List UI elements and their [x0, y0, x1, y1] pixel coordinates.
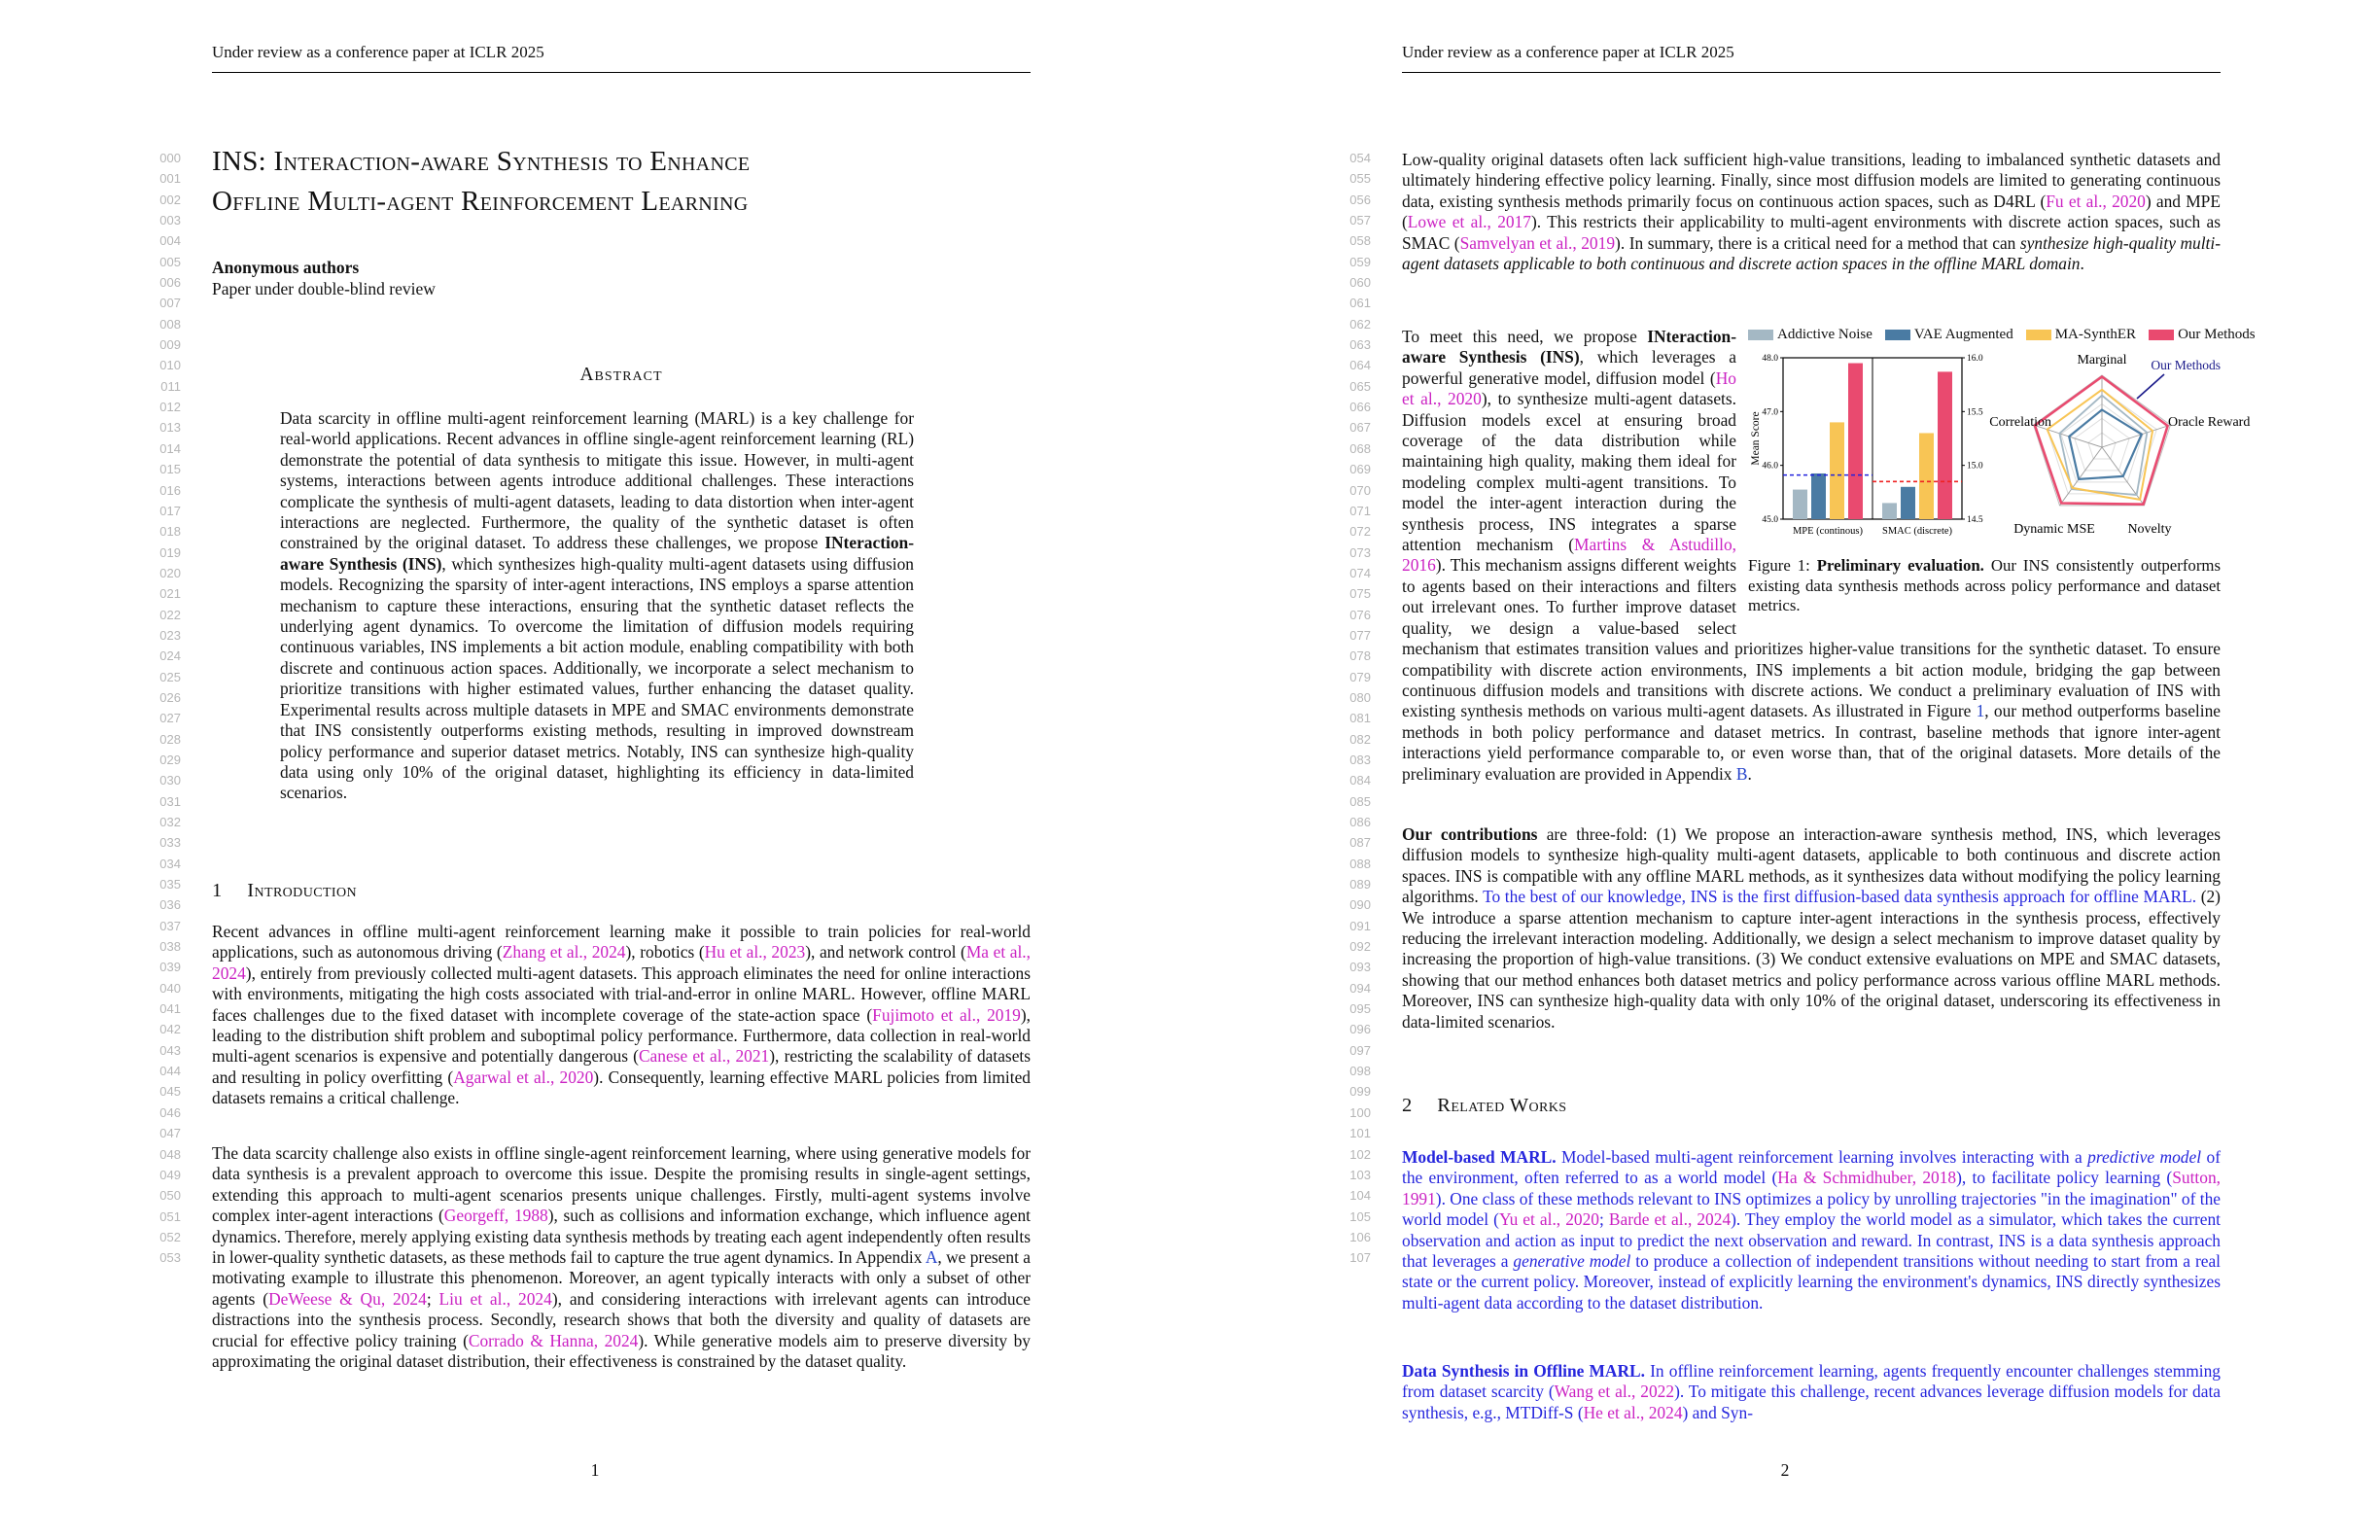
line-number: 081 [1349, 711, 1371, 726]
abstract-heading: Abstract [579, 365, 663, 385]
legend-item [2149, 327, 2256, 343]
svg-text:48.0: 48.0 [1762, 354, 1778, 364]
line-number: 100 [1349, 1104, 1371, 1120]
line-number: 015 [159, 462, 181, 477]
line-number: 016 [159, 482, 181, 498]
svg-text:Correlation: Correlation [1989, 415, 2051, 430]
line-number: 012 [159, 400, 181, 415]
line-number: 022 [159, 607, 181, 622]
text-span: (2) We introduce a sparse attention mechanism to capture inter-agent interactions in the synthesis process, effectively reducing the irrelevant interaction modeling. Additionally, we design a select mechanism to improve dataset quality by increasing the proportion of high-value transitions. (3) We conduct extensive evaluations on MPE and SMAC datasets, showing that our method enhances both dataset metrics and policy performance across various offline MARL methods. Moreover, INS can synthesize high-quality data with only 10% of the original dataset, underscoring its effectiveness in data-limited scenarios. [1402, 887, 2221, 1032]
paper-title-line1: INS: Interaction-aware Synthesis to Enhance [212, 146, 751, 177]
citation-link[interactable]: He et al., 2024 [1583, 1402, 1683, 1422]
line-number: 009 [159, 337, 181, 353]
line-number: 082 [1349, 731, 1371, 747]
text-span: , which synthesizes high-quality multi-agent datasets using diffusion models. Recognizing the sparsity of inter-agent interactions, INS employs a sparse attention mechanism to capture these interactions, ensuring that the synthetic dataset reflects the underlying agent dynamics. To overcome the limitation of diffusion models requiring continuous variables, INS implements a bit action module, enabling compatibility with both discrete and continuous action spaces. Additionally, we incorporate a select mechanism to prioritize transitions with higher estimated values, further enhancing the dataset quality. Experimental results across multiple datasets in MPE and SMAC environments demonstrate that INS consistently outperforms existing methods, resulting in improved downstream policy performance and superior dataset metrics. Notably, INS can synthesize high-quality data using only 10% of the original dataset, highlighting its efficiency in data-limited scenarios. [280, 553, 914, 803]
text-span: ), to synthesize multi-agent datasets. Diffusion models excel at ensuring broad coverage of the data distribution while maintaining high quality, making them ideal for modeling complex multi-agent transitions. To model the inter-agent interaction during the synthesis process, INS integrates a sparse attention mechanism ( [1402, 389, 1736, 555]
svg-text:MPE (continous): MPE (continous) [1792, 526, 1864, 537]
citation-link[interactable]: Corrado & Hanna, 2024 [468, 1330, 639, 1350]
text-span: ) and MPE ( [1402, 191, 2221, 232]
line-number: 037 [159, 918, 181, 933]
svg-text:Mean Score: Mean Score [1750, 411, 1762, 466]
line-number: 107 [1349, 1250, 1371, 1266]
line-number: 086 [1349, 815, 1371, 829]
line-number: 043 [159, 1042, 181, 1058]
line-number: 048 [159, 1146, 181, 1162]
legend-label: Addictive Noise [1777, 327, 1872, 342]
svg-text:Our Methods: Our Methods [2151, 358, 2221, 372]
citation-link[interactable]: Fujimoto et al., 2019 [872, 1004, 1021, 1025]
text-span: ), entirely from previously collected multi-agent datasets. This approach eliminates the need for online interactions with environments, mitigating the high costs associated with trial-and-error in online MARL. However, offline MARL faces challenges due to the fixed dataset with incomplete coverage of the state-action space ( [212, 962, 1031, 1025]
line-number: 058 [1349, 233, 1371, 249]
line-number: 075 [1349, 586, 1371, 602]
text-span: , our method outperforms baseline methods in both policy performance and dataset metrics. In contrast, baseline methods that ignore inter-agent interactions yield performance comparable to, or even worse than, that of the original datasets. More details of the preliminary evaluation are provided in Appendix [1402, 701, 2221, 784]
line-number: 018 [159, 524, 181, 540]
legend-item [1748, 327, 1872, 343]
svg-text:Marginal: Marginal [2077, 353, 2127, 368]
radar-chart [1989, 348, 2251, 542]
line-number: 064 [1349, 358, 1371, 373]
line-number: 077 [1349, 627, 1371, 643]
line-number: 060 [1349, 275, 1371, 291]
line-number: 054 [1349, 151, 1371, 165]
abstract-body [280, 408, 914, 804]
line-numbers [138, 148, 181, 1269]
line-number: 040 [159, 980, 181, 996]
citation-link[interactable]: Samvelyan et al., 2019 [1459, 232, 1616, 253]
line-number: 102 [1349, 1146, 1371, 1162]
paper-title [212, 142, 1031, 222]
line-number: 063 [1349, 337, 1371, 353]
line-number: 065 [1349, 378, 1371, 394]
line-number: 050 [159, 1188, 181, 1204]
line-number: 004 [159, 233, 181, 249]
text-span: ). To mitigate this challenge, recent advances leverage diffusion models for data synthesis, e.g., MTDiff-S ( [1402, 1382, 2221, 1422]
text-span: Our contributions [1402, 824, 1538, 844]
contributions-paragraph [1402, 824, 2221, 1032]
text-span: Recent advances in offline multi-agent reinforcement learning make it possible to train policies for real-world applications, such as autonomous driving ( [212, 922, 1031, 962]
citation-link[interactable]: Zhang et al., 2024 [502, 942, 626, 962]
line-number: 099 [1349, 1084, 1371, 1100]
line-number: 098 [1349, 1064, 1371, 1079]
text-span: The data scarcity challenge also exists in offline single-agent reinforcement learning, where using generative models for data synthesis is a prevalent approach to overcome this issue. Despite the promising results in single-agent settings, extending this approach to multi-agent scenarios presents unique challenges. Firstly, multi-agent systems involve complex inter-agent interactions ( [212, 1143, 1031, 1226]
svg-text:16.0: 16.0 [1967, 354, 1983, 364]
text-span: . [2080, 254, 2084, 274]
line-number: 028 [159, 731, 181, 747]
line-number: 057 [1349, 213, 1371, 228]
text-span: to produce a collection of independent transitions without needing to start from a real state or the current policy. Moreover, instead of explicitly learning the environment's dynamics, INS directly synthesizes multi-agent data according to the dataset distribution. [1402, 1251, 2221, 1312]
line-number: 070 [1349, 482, 1371, 498]
line-number: 104 [1349, 1188, 1371, 1204]
text-span: Data Synthesis in Offline MARL. [1402, 1361, 1645, 1381]
text-span: . [1747, 763, 1752, 784]
line-number: 030 [159, 773, 181, 788]
line-number: 062 [1349, 316, 1371, 332]
line-number: 014 [159, 440, 181, 456]
line-number: 046 [159, 1104, 181, 1120]
header-rule [212, 72, 1031, 73]
line-number: 027 [159, 711, 181, 726]
line-number: 026 [159, 689, 181, 705]
citation-link[interactable]: Barde et al., 2024 [1608, 1209, 1732, 1230]
line-numbers [1328, 148, 1371, 1269]
line-number: 106 [1349, 1229, 1371, 1244]
line-number: 055 [1349, 171, 1371, 187]
text-span: ), leading to the distribution shift problem and suboptimal policy performance. Furthermore, data collection in real-world multi-agent scenarios is expensive and potentially dangerous ( [212, 1004, 1031, 1067]
text-span: ), such as collisions and information exchange, which influence agent dynamics. Therefore, merely applying existing data synthesis methods by treating each agent independently often results in lower-quality synthetic datasets, as these methods fail to capture the true agent dynamics. In Appendix [212, 1206, 1032, 1268]
intro-paragraph-1 [212, 922, 1031, 1109]
line-number: 096 [1349, 1022, 1371, 1037]
text-span: are three-fold: (1) We propose an interaction-aware synthesis method, INS, which leverages diffusion models to synthesize high-quality multi-agent datasets, applicable to both continuous and discrete action spaces. INS is compatible with any offline MARL methods, as it synthesizes data without modifying the policy learning algorithms. [1402, 824, 2222, 907]
line-number: 020 [159, 565, 181, 580]
text-span: In offline reinforcement learning, agents frequently encounter challenges stemming from dataset scarcity ( [1402, 1361, 2221, 1402]
text-span: Model-based MARL. [1402, 1147, 1557, 1167]
line-number: 084 [1349, 773, 1371, 788]
text-span: INteraction-aware Synthesis (INS) [280, 533, 914, 574]
legend-item [1885, 327, 2013, 343]
line-number: 025 [159, 669, 181, 684]
legend-item [2026, 327, 2136, 343]
line-number: 078 [1349, 648, 1371, 664]
line-number: 021 [159, 586, 181, 602]
figure-caption [1748, 556, 2221, 616]
svg-text:45.0: 45.0 [1762, 515, 1778, 525]
svg-text:SMAC (discrete): SMAC (discrete) [1881, 526, 1953, 537]
citation-link[interactable]: Wang et al., 2022 [1554, 1382, 1675, 1402]
text-span: ). One class of these methods relevant to INS optimizes a policy by unrolling trajectories "in the imagination" of the world model ( [1402, 1188, 2221, 1230]
low-quality-paragraph [1402, 150, 2221, 274]
svg-text:15.5: 15.5 [1967, 407, 1983, 418]
line-number: 049 [159, 1167, 181, 1182]
meet-need-section [1402, 327, 2256, 785]
line-number: 024 [159, 648, 181, 664]
text-span: ), restricting the scalability of datasets and resulting in policy overfitting ( [212, 1046, 1032, 1087]
line-number: 095 [1349, 1001, 1371, 1017]
svg-text:14.5: 14.5 [1967, 515, 1983, 525]
text-span: ; [1599, 1209, 1609, 1230]
line-number: 032 [159, 815, 181, 829]
header-rule [1402, 72, 2221, 73]
text-span: ). This mechanism assigns different weights to agents based on their interactions and filters out irrelevant ones. To further improve dataset quality, we design a value-based select mechanism that estimates transition values and prioritizes higher-value transitions for the synthetic dataset. To ensure compatibility with discrete action environments, INS implements a bit action module, bridging the gap between continuous diffusion models and transitions with discrete actions. We conduct a preliminary evaluation of INS with existing synthesis methods on various multi-agent datasets. As illustrated in Figure [1402, 555, 2221, 721]
line-number: 076 [1349, 607, 1371, 622]
line-number: 031 [159, 793, 181, 809]
svg-text:Dynamic MSE: Dynamic MSE [2013, 522, 2095, 537]
line-number: 042 [159, 1022, 181, 1037]
text-span: Data scarcity in offline multi-agent reinforcement learning (MARL) is a key challenge for real-world applications. Recent advances in offline single-agent reinforcement learning (RL) demonstrate the potential of data synthesis to mitigate this issue. However, in multi-agent systems, interactions between agents introduce additional challenges. These interactions complicate the synthesis of multi-agent datasets, leading to data distortion when inter-agent interactions are neglected. Furthermore, the quality of the synthetic dataset is often constrained by the original dataset. To address these challenges, we propose [280, 408, 914, 553]
line-number: 007 [159, 296, 181, 311]
model-based-marl-paragraph [1402, 1147, 2221, 1313]
text-span: ), and considering interactions with irrelevant agents can introduce distractions into the synthesis process. Secondly, research shows that both the diversity and quality of datasets are crucial for effective policy training ( [212, 1288, 1031, 1350]
line-number: 105 [1349, 1208, 1371, 1224]
line-number: 023 [159, 627, 181, 643]
line-number: 045 [159, 1084, 181, 1100]
line-number: 094 [1349, 980, 1371, 996]
line-number: 071 [1349, 503, 1371, 518]
line-number: 017 [159, 503, 181, 518]
svg-text:15.0: 15.0 [1967, 461, 1983, 472]
text-span: of the environment, often referred to as a world model ( [1402, 1147, 2221, 1188]
intro-paragraph-2 [212, 1143, 1031, 1372]
citation-link[interactable]: Sutton, 1991 [1402, 1168, 2221, 1208]
author-subtitle: Paper under double-blind review [212, 279, 436, 298]
svg-text:Novelty: Novelty [2127, 522, 2172, 537]
line-number: 103 [1349, 1167, 1371, 1182]
line-number: 092 [1349, 939, 1371, 955]
text-span: ). They employ the world model as a simulator, which takes the current observation and action as input to predict the next observation and reward. In contrast, INS is a data synthesis approach that leverages a [1402, 1209, 2221, 1272]
legend-swatch-icon [1885, 330, 1910, 340]
ref-link[interactable]: B [1735, 763, 1748, 784]
bar-chart [1748, 348, 1993, 548]
line-number: 034 [159, 856, 181, 871]
legend-label: Our Methods [2178, 327, 2256, 342]
line-number: 011 [160, 378, 181, 394]
section-2-heading [1402, 1095, 2221, 1117]
page-number: 2 [1780, 1460, 1790, 1480]
page-2 [1190, 0, 2380, 1540]
text-span: Our INS consistently outperforms existing data synthesis methods across policy performance and dataset metrics. [1748, 556, 2221, 615]
line-number: 033 [159, 835, 181, 851]
text-span: , we present a motivating example to illustrate this phenomenon. Moreover, an agent typically interacts with only a subset of other agents ( [212, 1247, 1031, 1309]
text-span: ) and Syn- [1682, 1402, 1753, 1422]
text-span: INteraction-aware Synthesis (INS) [1402, 327, 1736, 368]
line-number: 087 [1349, 835, 1371, 851]
text-span: ), robotics ( [625, 942, 705, 962]
line-number: 044 [159, 1064, 181, 1079]
citation-link[interactable]: Ha & Schmidhuber, 2018 [1777, 1168, 1957, 1188]
line-number: 052 [159, 1229, 181, 1244]
ref-link[interactable]: A [925, 1247, 938, 1268]
line-number: 000 [159, 151, 181, 165]
author-block [212, 257, 1031, 299]
text-span: generative model [1513, 1251, 1631, 1272]
line-number: 097 [1349, 1042, 1371, 1058]
line-number: 088 [1349, 856, 1371, 871]
text-span: ), and network control ( [805, 942, 966, 962]
line-number: 089 [1349, 877, 1371, 892]
citation-link[interactable]: DeWeese & Qu, 2024 [268, 1288, 427, 1309]
line-number: 085 [1349, 793, 1371, 809]
citation-link[interactable]: Martins & Astudillo, 2016 [1402, 535, 1736, 576]
legend-swatch-icon [2149, 330, 2174, 340]
line-number: 019 [159, 544, 181, 560]
figure-1 [1748, 327, 2256, 616]
line-number: 091 [1349, 918, 1371, 933]
running-header: Under review as a conference paper at ICLR 2025 [1402, 43, 1734, 61]
line-number: 038 [159, 939, 181, 955]
citation-link[interactable]: Fu et al., 2020 [2046, 191, 2146, 211]
text-span: ). This restricts their applicability to multi-agent environments with discrete action spaces, such as SMAC ( [1402, 212, 2221, 253]
line-number: 074 [1349, 565, 1371, 580]
section-1-heading [212, 880, 1031, 902]
line-number: 002 [159, 192, 181, 207]
line-number: 003 [159, 213, 181, 228]
line-number: 010 [159, 358, 181, 373]
line-number: 006 [159, 275, 181, 291]
line-number: 051 [159, 1208, 181, 1224]
line-number: 066 [1349, 400, 1371, 415]
text-span: ). In summary, there is a critical need for a method that can [1615, 232, 2020, 253]
text-span: ). Consequently, learning effective MARL policies from limited datasets remains a critical challenge. [212, 1067, 1031, 1108]
line-number: 083 [1349, 752, 1371, 767]
running-header: Under review as a conference paper at ICLR 2025 [212, 43, 544, 61]
line-number: 069 [1349, 462, 1371, 477]
line-number: 041 [159, 1001, 181, 1017]
line-number: 029 [159, 752, 181, 767]
citation-link[interactable]: Hu et al., 2023 [704, 942, 806, 962]
citation-link[interactable]: Yu et al., 2020 [1498, 1209, 1599, 1230]
page-number: 1 [590, 1460, 600, 1480]
section-2-title: Related Works [1437, 1095, 1567, 1116]
citation-link[interactable]: Georgeff, 1988 [443, 1206, 548, 1226]
legend-swatch-icon [2026, 330, 2051, 340]
text-span: Figure 1: [1748, 556, 1817, 575]
text-span: Low-quality original datasets often lack sufficient high-value transitions, leading to imbalanced synthetic datasets and ultimately hindering effective policy learning. Finally, since most diffusion models are limited to generating continuous data, existing synthesis methods primarily focus on continuous action spaces, such as D4RL ( [1402, 150, 2221, 211]
citation-link[interactable]: Canese et al., 2021 [638, 1046, 770, 1067]
line-number: 068 [1349, 440, 1371, 456]
svg-text:Oracle Reward: Oracle Reward [2168, 415, 2251, 430]
text-span: , which leverages a powerful generative model, diffusion model ( [1402, 347, 1736, 388]
citation-link[interactable]: Liu et al., 2024 [438, 1288, 552, 1309]
text-span: ). While generative models aim to preserve diversity by approximating the original dataset distribution, their effectiveness is constrained by the dataset quality. [212, 1330, 1031, 1372]
line-number: 047 [159, 1126, 181, 1141]
line-number: 005 [159, 254, 181, 269]
ref-link[interactable]: 1 [1976, 701, 1985, 721]
line-number: 073 [1349, 544, 1371, 560]
text-span: To the best of our knowledge, INS is the first diffusion-based data synthesis approach for offline MARL. [1483, 887, 2197, 907]
line-number: 101 [1349, 1126, 1371, 1141]
citation-link[interactable]: Ma et al., 2024 [212, 942, 1031, 983]
figure-charts [1748, 348, 2251, 548]
legend-swatch-icon [1748, 330, 1773, 340]
section-2-number: 2 [1402, 1095, 1413, 1116]
line-number: 039 [159, 960, 181, 975]
line-number: 013 [159, 420, 181, 436]
line-number: 059 [1349, 254, 1371, 269]
section-1-title: Introduction [247, 880, 357, 901]
author-name: Anonymous authors [212, 258, 360, 277]
svg-text:47.0: 47.0 [1762, 407, 1778, 418]
citation-link[interactable]: Agarwal et al., 2020 [453, 1067, 594, 1087]
line-number: 001 [159, 171, 181, 187]
citation-link[interactable]: Lowe et al., 2017 [1407, 212, 1531, 232]
svg-text:46.0: 46.0 [1762, 461, 1778, 472]
line-number: 093 [1349, 960, 1371, 975]
line-number: 036 [159, 897, 181, 913]
text-span: Model-based multi-agent reinforcement learning involves interacting with a [1556, 1147, 2088, 1167]
section-1-number: 1 [212, 880, 223, 901]
text-span: synthesize high-quality multi-agent datasets applicable to both continuous and discrete action spaces in the offline MARL domain [1402, 232, 2221, 274]
paper-title-line2: Offline Multi-agent Reinforcement Learning [212, 186, 749, 217]
line-number: 056 [1349, 192, 1371, 207]
line-number: 008 [159, 316, 181, 332]
text-span: ; [426, 1288, 439, 1309]
line-number: 035 [159, 877, 181, 892]
citation-link[interactable]: Ho et al., 2020 [1402, 368, 1736, 409]
text-span: To meet this need, we propose [1402, 327, 1648, 346]
text-span: ), to facilitate policy learning ( [1956, 1168, 2173, 1188]
line-number: 079 [1349, 669, 1371, 684]
data-synthesis-paragraph [1402, 1361, 2221, 1423]
text-span: predictive model [2087, 1147, 2202, 1167]
text-span: Preliminary evaluation. [1816, 556, 1984, 575]
figure-legend [1748, 327, 2256, 343]
line-number: 061 [1349, 296, 1371, 311]
legend-label: VAE Augmented [1913, 327, 2013, 342]
line-number: 080 [1349, 689, 1371, 705]
legend-label: MA-SynthER [2054, 327, 2137, 342]
line-number: 072 [1349, 524, 1371, 540]
line-number: 090 [1349, 897, 1371, 913]
line-number: 053 [159, 1250, 181, 1266]
line-number: 067 [1349, 420, 1371, 436]
